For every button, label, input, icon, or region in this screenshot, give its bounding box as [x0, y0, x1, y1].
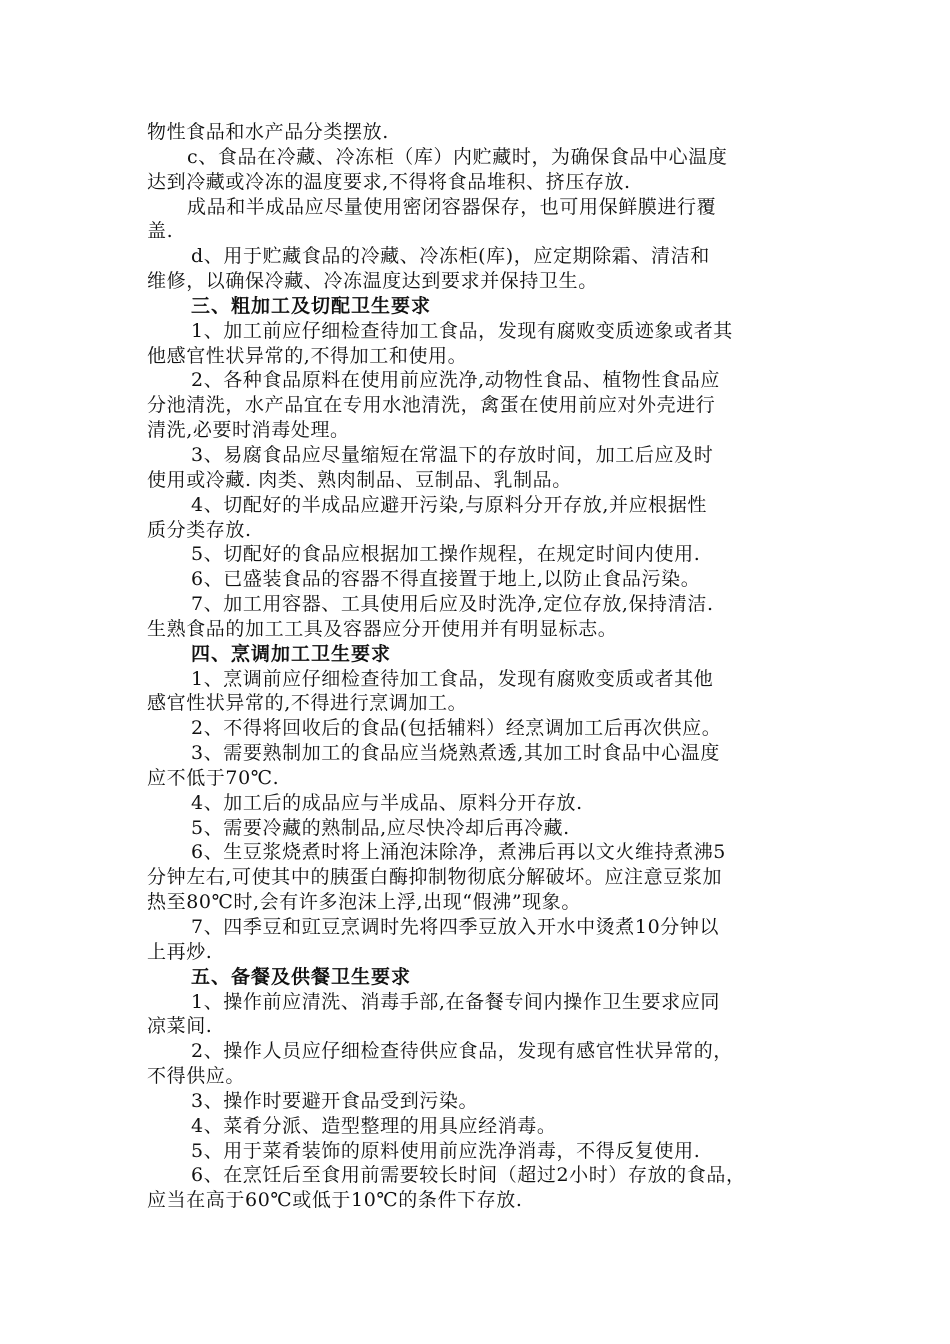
paragraph-line: 质分类存放.	[147, 518, 252, 541]
paragraph-line: c、食品在冷藏、冷冻柜（库）内贮藏时，为确保食品中心温度	[187, 145, 728, 168]
paragraph-line: 5、切配好的食品应根据加工操作规程，在规定时间内使用.	[191, 543, 701, 566]
paragraph-line: 3、易腐食品应尽量缩短在常温下的存放时间，加工后应及时	[191, 443, 714, 466]
paragraph-line: 他感官性状异常的,不得加工和使用。	[147, 344, 468, 367]
paragraph-line: 热至80℃时,会有许多泡沫上浮,出现“假沸”现象。	[147, 891, 581, 914]
paragraph-line: 2、不得将回收后的食品(包括辅料）经烹调加工后再次供应。	[191, 717, 722, 740]
paragraph-line: 4、加工后的成品应与半成品、原料分开存放.	[191, 791, 583, 814]
paragraph-line: 4、菜肴分派、造型整理的用具应经消毒。	[191, 1114, 557, 1137]
paragraph-line: 盖.	[147, 220, 174, 243]
paragraph-line: 3、操作时要避开食品受到污染。	[191, 1089, 479, 1112]
paragraph	[147, 592, 807, 642]
paragraph	[147, 120, 807, 145]
paragraph-line: 7、四季豆和豇豆烹调时先将四季豆放入开水中烫煮10分钟以	[191, 916, 720, 938]
paragraph-line: 达到冷藏或冷冻的温度要求,不得将食品堆积、挤压存放.	[147, 170, 631, 193]
paragraph-line: 清洗,必要时消毒处理。	[147, 419, 350, 442]
paragraph-line: d、用于贮藏食品的冷藏、冷冻柜(库)，应定期除霜、清洁和	[191, 245, 710, 268]
paragraph-line: 2、操作人员应仔细检查待供应食品，发现有感官性状异常的，	[191, 1040, 733, 1063]
section-heading: 四、烹调加工卫生要求	[191, 642, 392, 665]
paragraph	[147, 145, 807, 195]
paragraph-line: 1、操作前应清洗、消毒手部,在备餐专间内操作卫生要求应同	[191, 990, 720, 1013]
paragraph	[147, 195, 807, 245]
paragraph	[147, 368, 807, 443]
paragraph	[147, 319, 807, 369]
paragraph-line: 生熟食品的加工工具及容器应分开使用并有明显标志。	[147, 617, 618, 640]
paragraph-line: 应不低于70℃.	[147, 766, 280, 789]
document-page	[147, 120, 807, 1213]
paragraph-line: 分池清洗，水产品宜在专用水池清洗，禽蛋在使用前应对外壳进行	[147, 394, 716, 417]
paragraph-line: 成品和半成品应尽量使用密闭容器保存，也可用保鲜膜进行覆	[187, 195, 717, 218]
paragraph	[147, 1163, 807, 1213]
paragraph-line: 上再炒.	[147, 940, 213, 963]
paragraph	[147, 493, 807, 543]
paragraph	[147, 1139, 807, 1164]
paragraph	[147, 716, 807, 741]
paragraph	[147, 567, 807, 592]
paragraph	[147, 791, 807, 816]
paragraph	[147, 443, 807, 493]
paragraph-line: 使用或冷藏. 肉类、熟肉制品、豆制品、乳制品。	[147, 468, 572, 491]
paragraph-line: 6、已盛装食品的容器不得直接置于地上,以防止食品污染。	[191, 568, 701, 591]
paragraph-line: 7、加工用容器、工具使用后应及时洗净,定位存放,保持清洁.	[191, 593, 714, 616]
paragraph-line: 6、生豆浆烧煮时将上涌泡沫除净，煮沸后再以文火维持煮沸5	[191, 841, 726, 864]
paragraph-line: 1、烹调前应仔细检查待加工食品，发现有腐败变质或者其他	[191, 667, 714, 690]
paragraph	[147, 741, 807, 791]
paragraph	[147, 1114, 807, 1139]
paragraph-line: 3、需要熟制加工的食品应当烧熟煮透,其加工时食品中心温度	[191, 742, 720, 765]
paragraph	[147, 542, 807, 567]
paragraph-line: 4、切配好的半成品应避开污染,与原料分开存放,并应根据性	[191, 493, 707, 516]
paragraph-line: 1、加工前应仔细检查待加工食品，发现有腐败变质迹象或者其	[191, 319, 733, 342]
paragraph	[147, 1089, 807, 1114]
paragraph-line: 应当在高于60℃或低于10℃的条件下存放.	[147, 1189, 523, 1212]
paragraph	[147, 1039, 807, 1089]
paragraph	[147, 990, 807, 1040]
paragraph-line: 凉菜间.	[147, 1015, 213, 1038]
paragraph-line: 6、在烹饪后至食用前需要较长时间（超过2小时）存放的食品，	[191, 1164, 746, 1187]
section-heading: 三、粗加工及切配卫生要求	[191, 294, 432, 317]
section-heading: 五、备餐及供餐卫生要求	[191, 965, 412, 988]
paragraph-line: 分钟左右,可使其中的胰蛋白酶抑制物彻底分解破坏。应注意豆浆加	[147, 866, 723, 889]
paragraph	[147, 840, 807, 915]
paragraph-line: 2、各种食品原料在使用前应洗净,动物性食品、植物性食品应	[191, 369, 720, 392]
paragraph-line: 感官性状异常的,不得进行烹调加工。	[147, 692, 468, 715]
paragraph	[147, 816, 807, 841]
paragraph-line: 维修，以确保冷藏、冷冻温度达到要求并保持卫生。	[147, 270, 598, 293]
paragraph	[147, 667, 807, 717]
paragraph	[147, 915, 807, 965]
paragraph-line: 5、用于菜肴装饰的原料使用前应洗净消毒，不得反复使用.	[191, 1139, 701, 1162]
paragraph	[147, 244, 807, 294]
paragraph-line: 不得供应。	[147, 1065, 246, 1088]
paragraph-line: 物性食品和水产品分类摆放.	[147, 121, 389, 143]
paragraph-line: 5、需要冷藏的熟制品,应尽快冷却后再冷藏.	[191, 816, 570, 839]
